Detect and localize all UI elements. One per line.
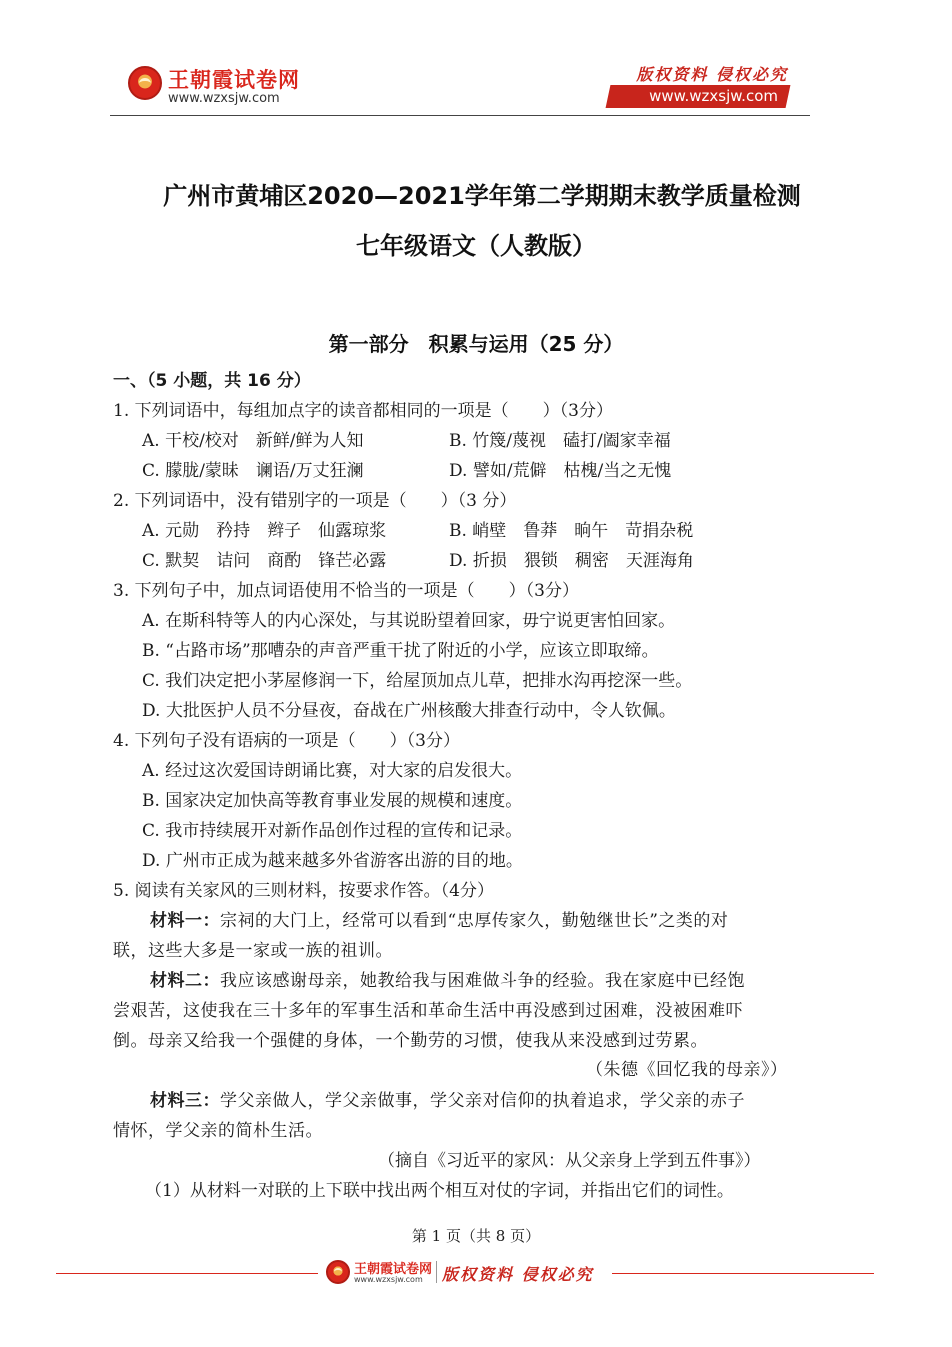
footer-logo-url[interactable]: www.wzxsjw.com <box>354 1275 423 1284</box>
question-2-option-d: D. 折损 猥锁 稠密 天涯海角 <box>449 551 694 571</box>
question-5-sub-1: （1）从材料一对联的上下联中找出两个相互对仗的字词，并指出它们的词性。 <box>145 1181 734 1201</box>
question-1-option-b: B. 竹篾/蔑视 磕打/阖家幸福 <box>449 431 671 451</box>
question-3-option-c: C. 我们决定把小茅屋修润一下，给屋顶加点儿草，把排水沟再挖深一些。 <box>142 671 693 691</box>
question-2-option-c: C. 默契 诘问 商酌 锋芒必露 <box>142 551 387 571</box>
header-url-banner[interactable]: www.wzxsjw.com <box>649 87 778 105</box>
question-4-option-c: C. 我市持续展开对新作品创作过程的宣传和记录。 <box>142 821 523 841</box>
header-divider <box>110 115 810 116</box>
question-1-option-c: C. 朦胧/蒙昧 谰语/万丈狂澜 <box>142 461 364 481</box>
question-1-option-a: A. 干校/校对 新鲜/鲜为人知 <box>142 431 364 451</box>
footer-logo-name: 王朝霞试卷网 <box>354 1262 433 1277</box>
question-4-option-d: D. 广州市正成为越来越多外省游客出游的目的地。 <box>142 851 523 871</box>
question-2-option-b: B. 峭壁 鲁莽 晌午 苛捐杂税 <box>449 521 694 541</box>
question-4-option-a: A. 经过这次爱国诗朗诵比赛，对大家的启发很大。 <box>142 761 523 781</box>
header-copyright: 版权资料 侵权必究 <box>636 65 788 84</box>
footer-separator <box>436 1261 437 1283</box>
footer-copyright: 版权资料 侵权必究 <box>442 1265 594 1284</box>
question-2-stem: 2. 下列词语中，没有错别字的一项是（ ）（3 分） <box>113 491 517 511</box>
exam-title: 广州市黄埔区2020—2021学年第二学期期末教学质量检测 <box>163 182 801 210</box>
page-number: 第 1 页（共 8 页） <box>411 1227 541 1245</box>
material-1-label: 材料一： <box>150 911 220 931</box>
question-5-stem: 5. 阅读有关家风的三则材料，按要求作答。（4分） <box>113 881 494 901</box>
material-3-line-2: 情怀，学父亲的简朴生活。 <box>113 1121 323 1141</box>
material-2-line-1 <box>150 969 745 993</box>
material-3-label: 材料三： <box>150 1091 220 1111</box>
question-3-option-a: A. 在斯科特等人的内心深处，与其说盼望着回家，毋宁说更害怕回家。 <box>142 611 676 631</box>
logo-url[interactable]: www.wzxsjw.com <box>168 91 280 106</box>
material-3-text: 学父亲做人，学父亲做事，学父亲对信仰的执着追求，学父亲的赤子 <box>220 1091 745 1111</box>
header-copyright-block <box>604 60 794 112</box>
question-1-option-d: D. 譬如/荒僻 枯槐/当之无愧 <box>449 461 672 481</box>
material-2-label: 材料二： <box>150 971 220 991</box>
exam-subtitle: 七年级语文（人教版） <box>356 232 596 260</box>
material-1-line-2: 联，这些大多是一家或一族的祖训。 <box>113 941 393 961</box>
material-2-line-3: 倒。母亲又给我一个强健的身体，一个勤劳的习惯，使我从来没感到过劳累。 <box>113 1031 708 1051</box>
question-3-stem: 3. 下列句子中，加点词语使用不恰当的一项是（ ）（3分） <box>113 581 579 601</box>
footer-line-right <box>612 1273 874 1274</box>
logo-name: 王朝霞试卷网 <box>168 68 300 92</box>
question-3-option-b: B. “占路市场”那嘈杂的声音严重干扰了附近的小学，应该立即取缔。 <box>142 641 659 661</box>
footer-branding <box>326 1258 616 1288</box>
question-2-option-a: A. 元勋 矜持 辫子 仙露琼浆 <box>142 521 387 541</box>
question-1-stem: 1. 下列词语中，每组加点字的读音都相同的一项是（ ）（3分） <box>113 401 613 421</box>
material-1-line-1 <box>150 909 728 933</box>
material-1-text: 宗祠的大门上，经常可以看到“忠厚传家久，勤勉继世长”之类的对 <box>220 911 729 931</box>
question-4-option-b: B. 国家决定加快高等教育事业发展的规模和速度。 <box>142 791 523 811</box>
header-logo <box>128 64 328 110</box>
footer-line-left <box>56 1273 318 1274</box>
question-4-stem: 4. 下列句子没有语病的一项是（ ）（3分） <box>113 731 460 751</box>
part-heading: 第一部分 积累与运用（25 分） <box>328 332 624 356</box>
material-2-line-2: 尝艰苦，这使我在三十多年的军事生活和革命生活中再没感到过困难，没被困难吓 <box>113 1001 743 1021</box>
material-3-line-1 <box>150 1089 745 1113</box>
question-3-option-d: D. 大批医护人员不分昼夜，奋战在广州核酸大排查行动中，令人钦佩。 <box>142 701 676 721</box>
material-3-source: （摘自《习近平的家风：从父亲身上学到五件事》） <box>378 1151 761 1171</box>
logo-seal-icon <box>128 66 162 100</box>
section-heading: 一、（5 小题，共 16 分） <box>113 371 311 391</box>
material-2-text: 我应该感谢母亲，她教给我与困难做斗争的经验。我在家庭中已经饱 <box>220 971 745 991</box>
footer-seal-icon <box>326 1260 350 1284</box>
material-2-source: （朱德《回忆我的母亲》） <box>586 1060 788 1080</box>
